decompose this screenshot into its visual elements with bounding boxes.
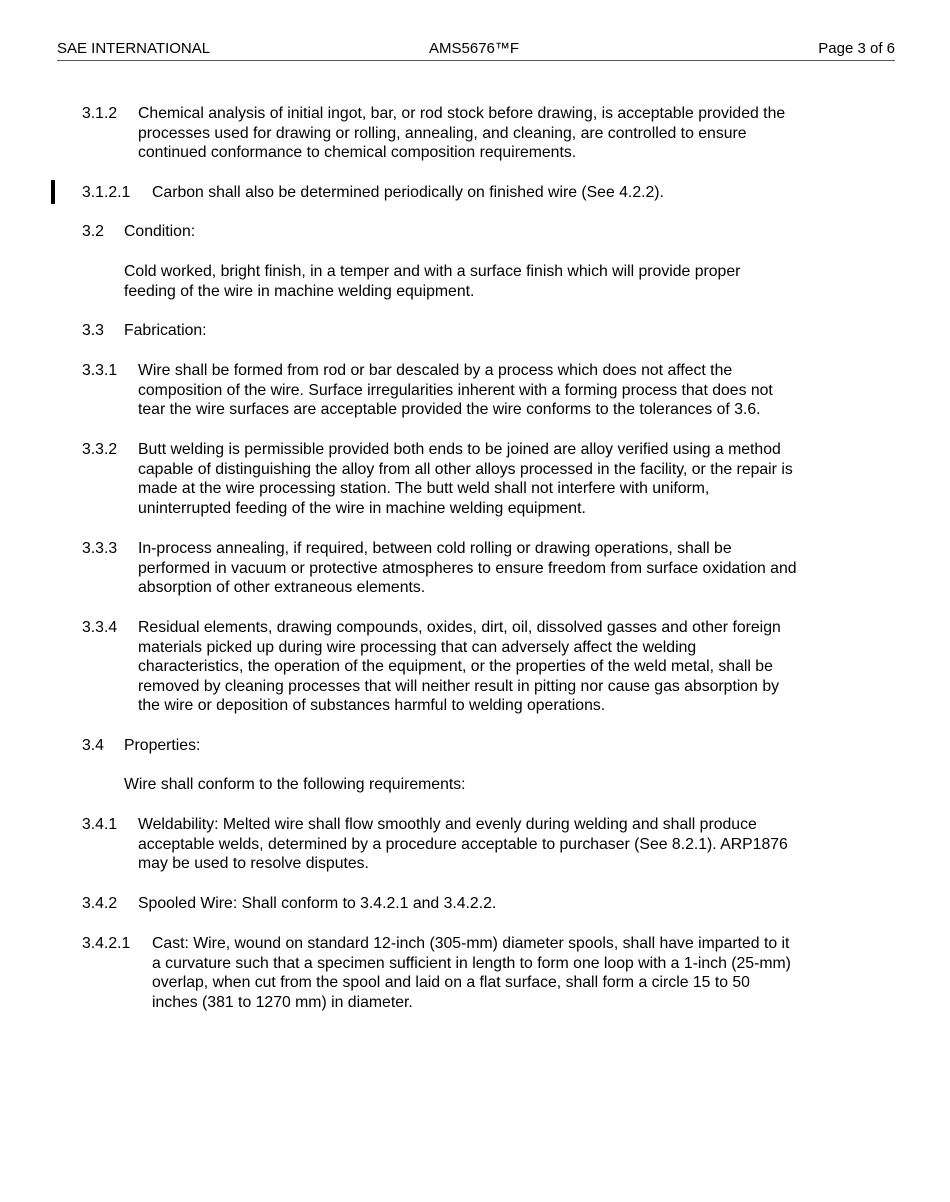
section-text-line: Wire shall be formed from rod or bar descaled by a process which does not affect the — [138, 362, 733, 379]
section-text-line: composition of the wire. Surface irregularities inherent with a forming process that does not — [138, 381, 773, 399]
section-text-line: Properties: — [124, 737, 201, 754]
section-number: 3.3.1 — [82, 362, 118, 379]
section-text-line: characteristics, the operation of the equipment, or the properties of the weld metal, shall be — [138, 658, 773, 675]
section-number: 3.3 — [82, 322, 104, 339]
section-text-line: absorption of other extraneous elements. — [138, 579, 426, 596]
section-text-line: Chemical analysis of initial ingot, bar, or rod stock before drawing, is acceptable provided the — [138, 105, 786, 122]
section-text-line: Fabrication: — [124, 322, 207, 339]
section-text-line: inches (381 to 1270 mm) in diameter. — [152, 993, 413, 1011]
revision-change-bar — [51, 180, 55, 204]
section-text-line: the wire or deposition of substances harmful to welding operations. — [138, 697, 606, 714]
section-text-line: Carbon shall also be determined periodically on finished wire (See 4.2.2). — [152, 184, 664, 201]
section-text-line: Spooled Wire: Shall conform to 3.4.2.1 and 3.4.2.2. — [138, 895, 497, 912]
section-text-line: Weldability: Melted wire shall flow smoothly and evenly during welding and shall produce — [138, 816, 757, 833]
section-text-line: removed by cleaning processes that will neither result in pitting nor cause gas absorption by — [138, 677, 780, 695]
section-text-line: Residual elements, drawing compounds, oxides, dirt, oil, dissolved gasses and other foreign — [138, 619, 781, 636]
section-text-line: continued conformance to chemical composition requirements. — [138, 144, 577, 161]
section-number: 3.2 — [82, 223, 104, 240]
section-text-line: uninterrupted feeding of the wire in machine welding equipment. — [138, 499, 586, 517]
section-number: 3.4.1 — [82, 816, 118, 833]
section-text-line: Cast: Wire, wound on standard 12-inch (305-mm) diameter spools, shall have imparted to it — [152, 935, 790, 952]
section-number: 3.4.2.1 — [82, 935, 131, 952]
section-text-line: In-process annealing, if required, between cold rolling or drawing operations, shall be — [138, 540, 732, 557]
section-text-line: processes used for drawing or rolling, annealing, and cleaning, are controlled to ensure — [138, 124, 747, 142]
organization-name: SAE INTERNATIONAL — [57, 40, 211, 57]
section-text-line: may be used to resolve disputes. — [138, 855, 369, 872]
section-number: 3.4 — [82, 737, 104, 754]
section-text-line: feeding of the wire in machine welding equipment. — [124, 282, 475, 300]
page-number: Page 3 of 6 — [818, 40, 895, 57]
section-number: 3.1.2 — [82, 105, 118, 122]
section-text-line: materials picked up during wire processing that can adversely affect the welding — [138, 638, 697, 656]
section-number: 3.3.4 — [82, 619, 118, 636]
document-number: AMS5676™F — [429, 40, 520, 57]
section-number: 3.4.2 — [82, 895, 118, 912]
section-number: 3.1.2.1 — [82, 184, 131, 201]
section-text-line: capable of distinguishing the alloy from all other alloys processed in the facility, or the repair is — [138, 460, 793, 478]
section-text-line: made at the wire processing station. The butt weld shall not interfere with uniform, — [138, 480, 710, 497]
section-text-line: Butt welding is permissible provided both ends to be joined are alloy verified using a method — [138, 441, 781, 458]
section-text-line: Cold worked, bright finish, in a temper and with a surface finish which will provide proper — [124, 263, 741, 280]
section-text-line: a curvature such that a specimen sufficient in length to form one loop with a 1-inch (25-mm) — [152, 954, 791, 972]
section-number: 3.3.3 — [82, 540, 118, 557]
section-text-line: overlap, when cut from the spool and laid on a flat surface, shall form a circle 15 to 50 — [152, 974, 750, 991]
section-text-line: Condition: — [124, 223, 196, 240]
page-header — [57, 40, 895, 61]
section-text-line: acceptable welds, determined by a procedure acceptable to purchaser (See 8.2.1). ARP1876 — [138, 835, 788, 853]
section-text-line: tear the wire surfaces are acceptable provided the wire conforms to the tolerances of 3.6. — [138, 401, 761, 418]
section-number: 3.3.2 — [82, 441, 118, 458]
section-text-line: performed in vacuum or protective atmospheres to ensure freedom from surface oxidation and — [138, 559, 797, 577]
section-text-line: Wire shall conform to the following requirements: — [124, 776, 466, 793]
